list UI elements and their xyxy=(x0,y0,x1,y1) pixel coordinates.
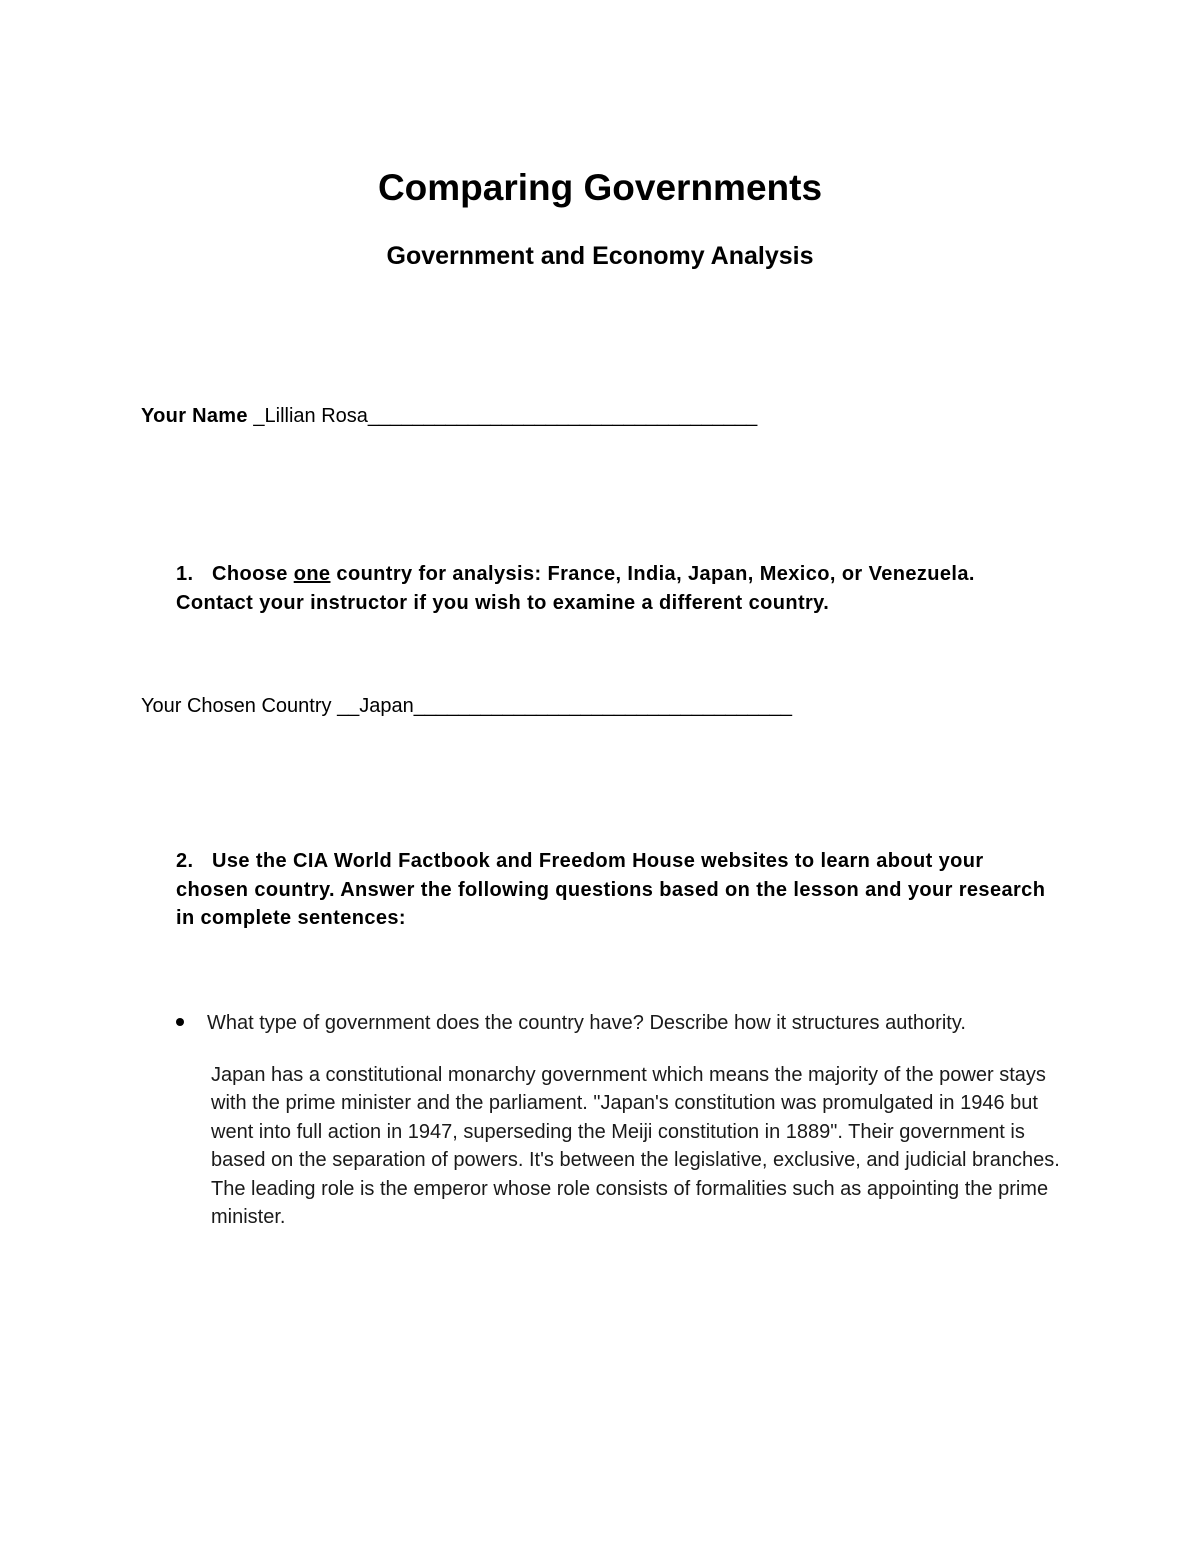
country-field-label: Your Chosen Country xyxy=(141,695,332,717)
bullet-answer[interactable]: Japan has a constitutional monarchy government which means the majority of the power stays with the prime minister and the parliament. "Japan's constitution was promulgated in 1946 but went into full action in 1947, superseding the Meiji constitution in 1889". Their government is based on the separation of powers. It's between the legislative, exclusive, and judicial branches. The leading role is the emperor whose role consists of formalities such as appointing the prime minister. xyxy=(211,1064,1060,1229)
country-field-value[interactable]: __Japan__________________________________ xyxy=(337,695,792,717)
name-field-label: Your Name xyxy=(141,405,248,427)
bullet-question-text: What type of government does the country have? Describe how it structures authority. xyxy=(207,1012,966,1034)
bullet-dot-icon xyxy=(176,1018,184,1026)
question-2-number: 2. xyxy=(176,850,194,872)
name-field xyxy=(141,403,757,429)
question-1-underlined: one xyxy=(293,563,331,585)
country-field xyxy=(141,693,792,719)
question-2 xyxy=(176,847,1056,933)
bullet-question xyxy=(176,1009,966,1037)
question-1-text-before: Choose xyxy=(212,563,294,585)
question-1-text-after: country for analysis: France, India, Japan, Mexico, or Venezuela. Contact your instructor if you wish to examine a different country. xyxy=(176,563,975,614)
document-title: Comparing Governments xyxy=(377,167,823,208)
question-2-text: Use the CIA World Factbook and Freedom House websites to learn about your chosen country. Answer the following questions based on the lesson and your research in complete sentences: xyxy=(176,850,1046,929)
document-subtitle: Government and Economy Analysis xyxy=(386,242,814,270)
question-1-number: 1. xyxy=(176,563,194,585)
question-1 xyxy=(176,560,1056,617)
name-field-value[interactable]: _Lillian Rosa___________________________________ xyxy=(253,405,758,427)
